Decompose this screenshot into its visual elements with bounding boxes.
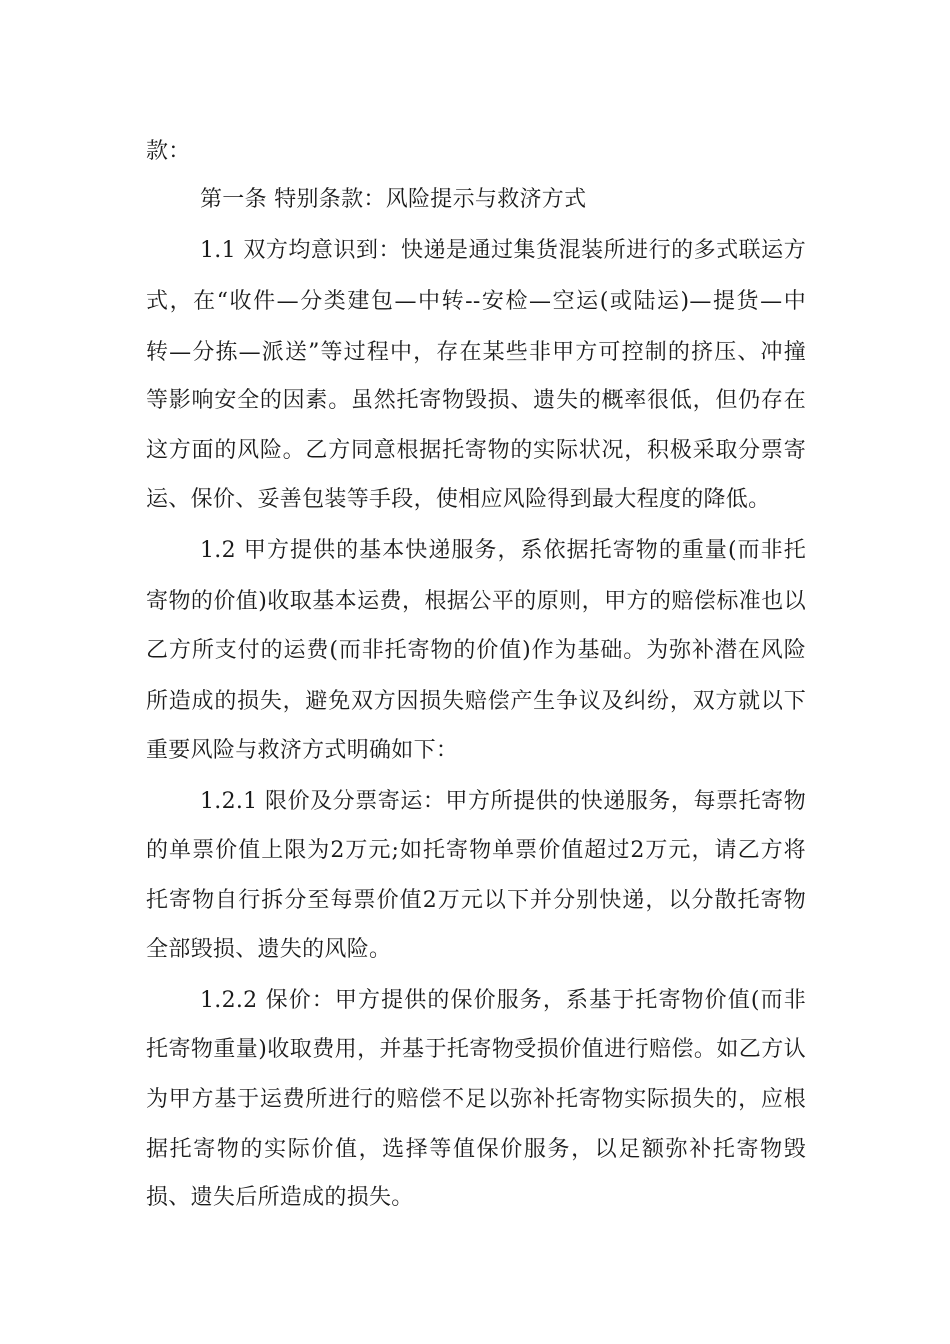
text-line: 重要风险与救济方式明确如下： bbox=[146, 738, 459, 763]
text-line: 托寄物重量)收取费用，并基于托寄物受损价值进行赔偿。如乙方认 bbox=[146, 1037, 806, 1062]
text-line: 全部毁损、遗失的风险。 bbox=[146, 937, 392, 962]
text-line: 损、遗失后所造成的损失。 bbox=[146, 1185, 414, 1210]
text-line: 1.1 双方均意识到：快递是通过集货混装所进行的多式联运方 bbox=[200, 238, 806, 263]
text-line: 转—分拣—派送”等过程中，存在某些非甲方可控制的挤压、冲撞 bbox=[146, 340, 806, 365]
text-line: 等影响安全的因素。虽然托寄物毁损、遗失的概率很低，但仍存在 bbox=[146, 388, 806, 413]
text-line: 托寄物自行拆分至每票价值2万元以下并分别快递，以分散托寄物 bbox=[146, 888, 806, 913]
text-line: 乙方所支付的运费(而非托寄物的价值)作为基础。为弥补潜在风险 bbox=[146, 638, 806, 663]
section-heading: 第一条 特别条款：风险提示与救济方式 bbox=[200, 187, 587, 212]
text-line: 款： bbox=[146, 139, 191, 164]
text-line: 据托寄物的实际价值，选择等值保价服务，以足额弥补托寄物毁 bbox=[146, 1137, 806, 1162]
text-line: 的单票价值上限为2万元;如托寄物单票价值超过2万元，请乙方将 bbox=[146, 838, 806, 863]
text-line: 寄物的价值)收取基本运费，根据公平的原则，甲方的赔偿标准也以 bbox=[146, 589, 806, 614]
text-line: 1.2 甲方提供的基本快递服务，系依据托寄物的重量(而非托 bbox=[200, 538, 806, 563]
text-line: 这方面的风险。乙方同意根据托寄物的实际状况，积极采取分票寄 bbox=[146, 438, 806, 463]
text-line: 运、保价、妥善包装等手段，使相应风险得到最大程度的降低。 bbox=[146, 487, 771, 512]
text-line: 式，在“收件—分类建包—中转--安检—空运(或陆运)—提货—中 bbox=[146, 289, 806, 314]
text-line: 所造成的损失，避免双方因损失赔偿产生争议及纠纷，双方就以下 bbox=[146, 689, 806, 714]
text-line: 1.2.2 保价：甲方提供的保价服务，系基于托寄物价值(而非 bbox=[200, 988, 806, 1013]
text-line: 1.2.1 限价及分票寄运：甲方所提供的快递服务，每票托寄物 bbox=[200, 789, 806, 814]
text-line: 为甲方基于运费所进行的赔偿不足以弥补托寄物实际损失的，应根 bbox=[146, 1087, 806, 1112]
